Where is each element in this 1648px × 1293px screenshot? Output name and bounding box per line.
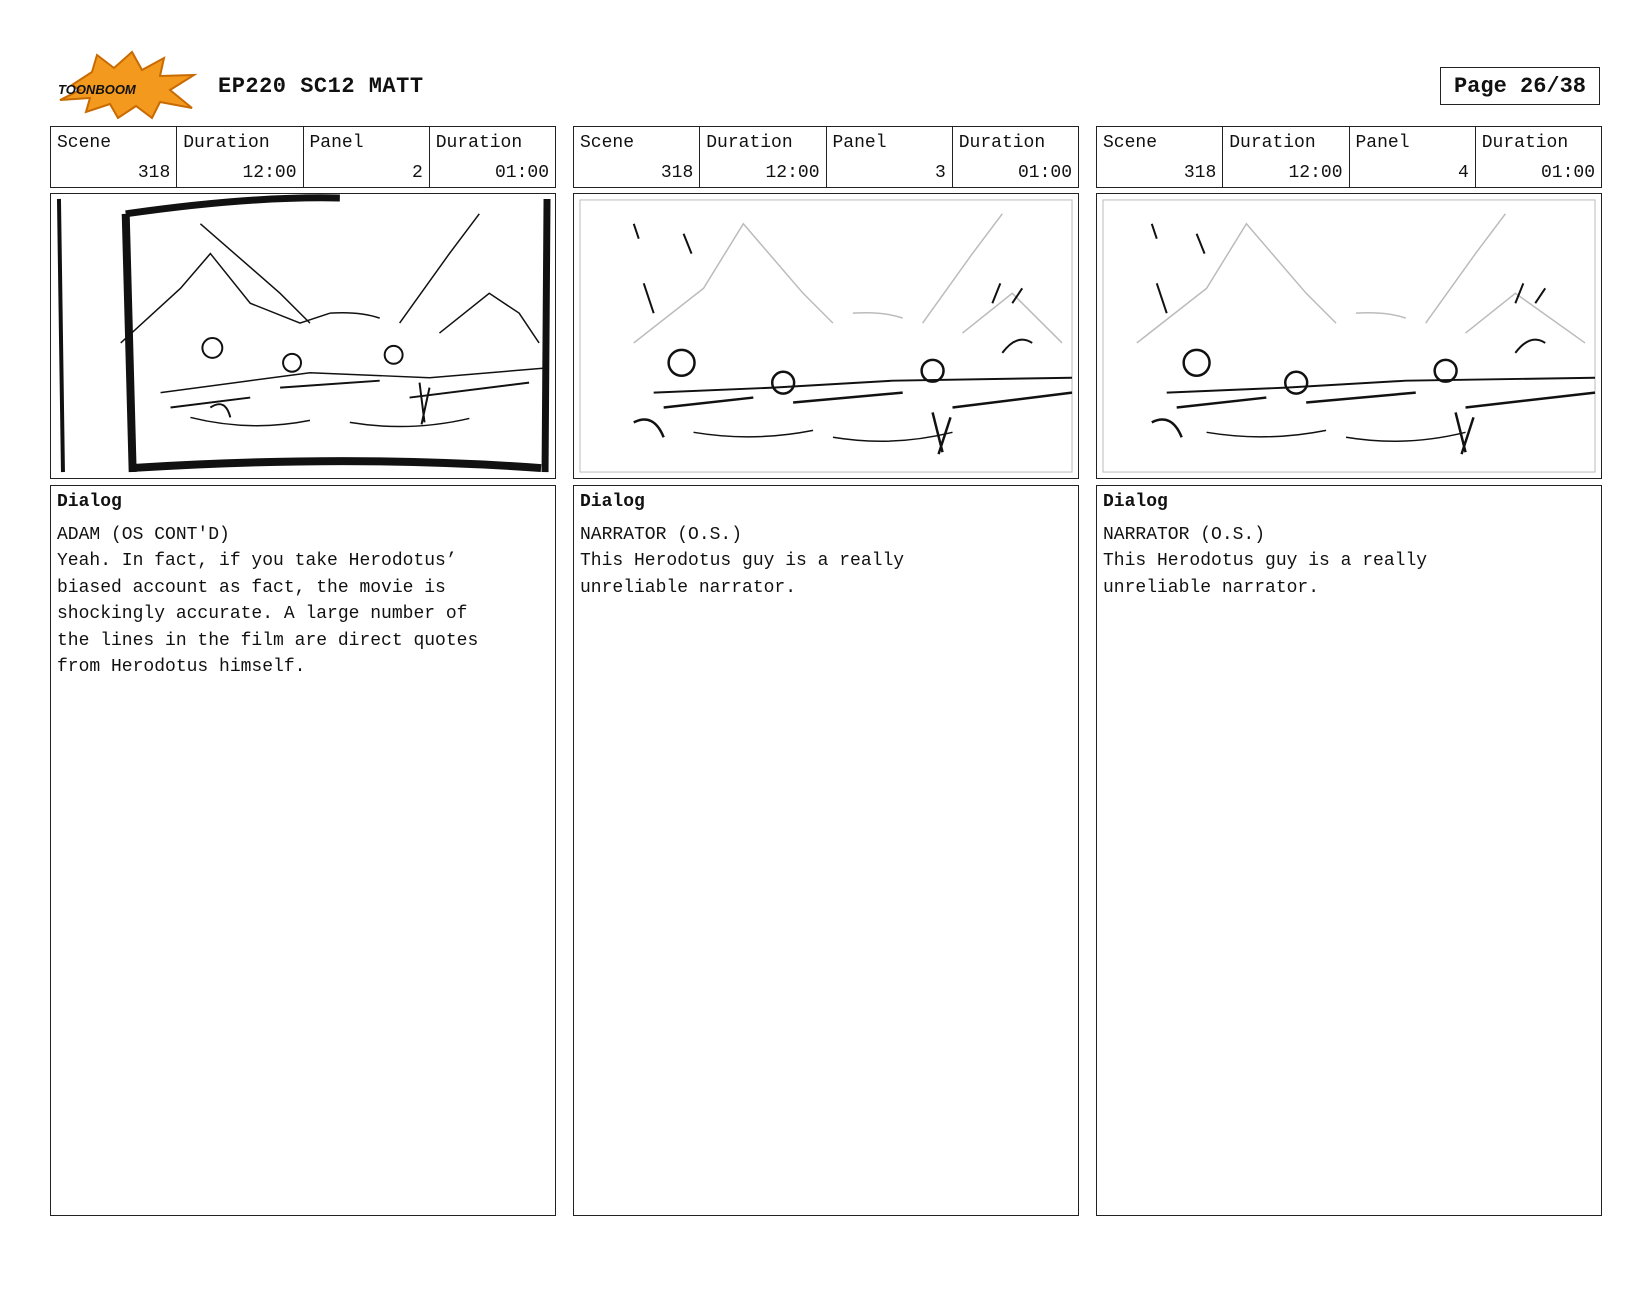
duration-label: Duration [183,133,270,153]
dialog-text: Yeah. In fact, if you take Herodotus’ biased account as fact, the movie is shockingly accurate. A large number of the lines in the film are direct quotes from Herodotus himself. [57,551,479,677]
panel-label: Panel [832,133,887,153]
duration-label: Duration [958,133,1046,153]
dialog-text: This Herodotus guy is a really unreliable narrator. [580,551,905,598]
duration-label: Duration [435,133,523,153]
page-number: Page 26/38 [1440,67,1600,105]
scene-value: 318 [660,163,694,183]
storyboard-panel-column [573,126,1079,1216]
storyboard-frame [573,193,1079,479]
dialog-speaker: ADAM (OS CONT'D) [57,525,230,545]
panel-duration-value: 01:00 [1017,163,1072,183]
panel-value: 3 [934,163,946,183]
dialog-box [1096,485,1602,1216]
dialog-box [50,485,556,1216]
panel-label: Panel [309,133,364,153]
dialog-box [573,485,1079,1216]
svg-text:TOONBOOM: TOONBOOM [58,82,136,97]
panel-value: 2 [411,163,423,183]
scene-duration-value: 12:00 [1288,163,1343,183]
dialog-speaker: NARRATOR (O.S.) [580,525,743,545]
duration-label: Duration [1229,133,1316,153]
storyboard-panel-column [50,126,556,1216]
panel-info-bar [1096,126,1602,188]
battle-sketch-image [574,194,1078,478]
panel-info-bar [50,126,556,188]
dialog-text: This Herodotus guy is a really unreliable narrator. [1103,551,1428,598]
panel-duration-value: 01:00 [1540,163,1595,183]
battle-sketch-image [1097,194,1601,478]
dialog-heading: Dialog [1103,492,1168,512]
scene-value: 318 [137,163,171,183]
duration-label: Duration [1481,133,1569,153]
battle-sketch-image [51,194,555,478]
panel-duration-value: 01:00 [494,163,549,183]
panel-label: Panel [1355,133,1410,153]
storyboard-frame [50,193,556,479]
scene-value: 318 [1183,163,1217,183]
panel-value: 4 [1457,163,1469,183]
panel-info-bar [573,126,1079,188]
toonboom-logo [52,50,202,120]
scene-label: Scene [580,133,635,153]
dialog-speaker: NARRATOR (O.S.) [1103,525,1266,545]
scene-label: Scene [1103,133,1158,153]
dialog-heading: Dialog [580,492,645,512]
document-title: EP220 SC12 MATT [218,74,424,99]
dialog-heading: Dialog [57,492,122,512]
scene-duration-value: 12:00 [242,163,297,183]
duration-label: Duration [706,133,793,153]
scene-label: Scene [57,133,112,153]
scene-duration-value: 12:00 [765,163,820,183]
storyboard-panel-column [1096,126,1602,1216]
storyboard-frame [1096,193,1602,479]
